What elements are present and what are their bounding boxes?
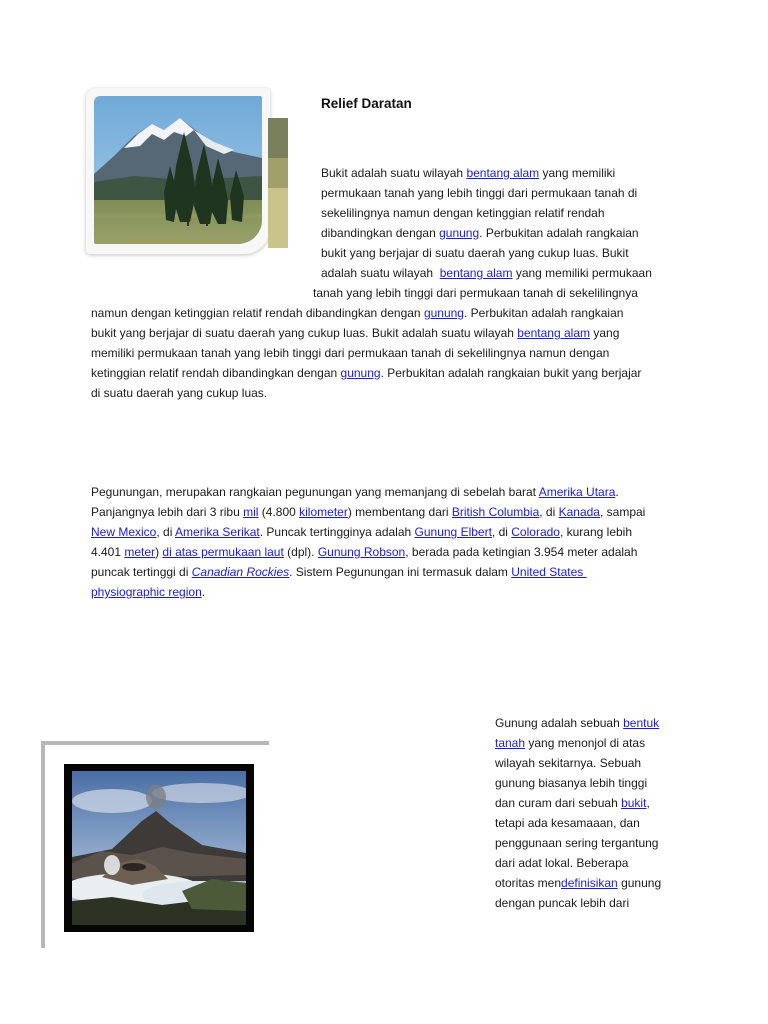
mountain-photo — [94, 96, 262, 244]
para3-line4: gunung biasanya lebih tinggi — [495, 776, 648, 790]
para2-line5: puncak tertinggi di Canadian Rockies. Sistem Pegunungan ini termasuk dalam United States — [91, 565, 587, 579]
page-title: Relief Daratan — [321, 96, 412, 111]
para3-line9: otoritas mendefinisikan gunung — [495, 876, 662, 890]
para3-line5: dan curam dari sebuah bukit, — [495, 796, 650, 810]
link-canadian-rockies[interactable]: Canadian Rockies — [191, 565, 290, 579]
para2-line3: New Mexico, di Amerika Serikat. Puncak tertingginya adalah Gunung Elbert, di Colorado, kurang lebih — [91, 525, 633, 539]
para1-line10: memiliki permukaan tanah yang lebih tinggi dari permukaan tanah di sekelilingnya namun dengan — [91, 346, 610, 360]
link-colorado[interactable]: Colorado — [511, 525, 560, 539]
para3-line3: wilayah sekitarnya. Sebuah — [495, 756, 642, 770]
para3-line2: tanah yang menonjol di atas — [495, 736, 646, 750]
para3-line8: dari adat lokal. Beberapa — [495, 856, 629, 870]
link-definisikan[interactable]: definisikan — [561, 876, 618, 890]
para3-line7: penggunaan sering tergantung — [495, 836, 659, 850]
link-meter[interactable]: meter — [124, 545, 156, 559]
para1-line3: sekelilingnya namun dengan ketinggian relatif rendah — [321, 206, 605, 220]
link-gunung[interactable]: gunung — [423, 306, 464, 320]
frame-bar-top — [41, 741, 269, 745]
para1-line12: di suatu daerah yang cukup luas. — [91, 386, 268, 400]
link-kilometer[interactable]: kilometer — [299, 505, 348, 519]
para2-line6: physiographic region. — [91, 585, 206, 599]
field-photo-edge — [268, 118, 288, 248]
link-mil[interactable]: mil — [243, 505, 259, 519]
para3-line1: Gunung adalah sebuah bentuk — [495, 716, 660, 730]
para2-line1: Pegunungan, merupakan rangkaian pegunungan yang memanjang di sebelah barat Amerika Utara. — [91, 485, 619, 499]
para2-line4: 4.401 meter) di atas permukaan laut (dpl). Gunung Robson, berada pada ketingian 3.954 meter adalah — [91, 545, 638, 559]
para3-line10: dengan puncak lebih dari — [495, 896, 630, 910]
para1-line4: dibandingkan dengan gunung. Perbukitan adalah rangkaian — [321, 226, 639, 240]
volcano-photo — [64, 764, 254, 932]
para1-line7: tanah yang lebih tinggi dari permukaan tanah di sekelilingnya — [313, 286, 638, 300]
link-gunung-robson[interactable]: Gunung Robson — [317, 545, 406, 559]
link-amerika-serikat[interactable]: Amerika Serikat — [175, 525, 260, 539]
link-british-columbia[interactable]: British Columbia — [451, 505, 540, 519]
link-bentuk-tanah[interactable]: bentuk — [623, 716, 660, 730]
link-gunung-elbert[interactable]: Gunung Elbert — [414, 525, 492, 539]
para1-line2: permukaan tanah yang lebih tinggi dari permukaan tanah di — [321, 186, 638, 200]
link-kanada[interactable]: Kanada — [558, 505, 600, 519]
para1-line9: bukit yang berjajar di suatu daerah yang cukup luas. Bukit adalah suatu wilayah bentang alam yang — [91, 326, 620, 340]
link-di-atas-permukaan-laut[interactable]: di atas permukaan laut — [162, 545, 284, 559]
link-bukit[interactable]: bukit — [621, 796, 647, 810]
link-gunung[interactable]: gunung — [340, 366, 381, 380]
para1-line8: namun dengan ketinggian relatif rendah dibandingkan dengan gunung. Perbukitan adalah rangkaian — [91, 306, 624, 320]
link-bentuk-tanah[interactable]: tanah — [495, 736, 526, 750]
link-bentang-alam[interactable]: bentang alam — [517, 326, 591, 340]
para3-line6: tetapi ada kesamaaan, dan — [495, 816, 640, 830]
link-bentang-alam[interactable]: bentang alam — [466, 166, 540, 180]
para2-line2: Panjangnya lebih dari 3 ribu mil (4.800 kilometer) membentang dari British Columbia, di Kanada, sampai — [91, 505, 646, 519]
para1-line6: adalah suatu wilayah bentang alam yang memiliki permukaan — [321, 266, 652, 280]
link-amerika-utara[interactable]: Amerika Utara — [538, 485, 616, 499]
link-bentang-alam[interactable]: bentang alam — [439, 266, 513, 280]
para1-line1: Bukit adalah suatu wilayah bentang alam yang memiliki — [321, 166, 616, 180]
link-gunung[interactable]: gunung — [439, 226, 480, 240]
link-united-states[interactable]: United States — [511, 565, 587, 579]
link-new-mexico[interactable]: New Mexico — [91, 525, 157, 539]
para1-line11: ketinggian relatif rendah dibandingkan dengan gunung. Perbukitan adalah rangkaian bukit yang berjajar — [91, 366, 642, 380]
para1-line5: bukit yang berjajar di suatu daerah yang cukup luas. Bukit — [321, 246, 629, 260]
link-physiographic-region[interactable]: physiographic region — [91, 585, 202, 599]
frame-bar-left — [41, 741, 45, 948]
